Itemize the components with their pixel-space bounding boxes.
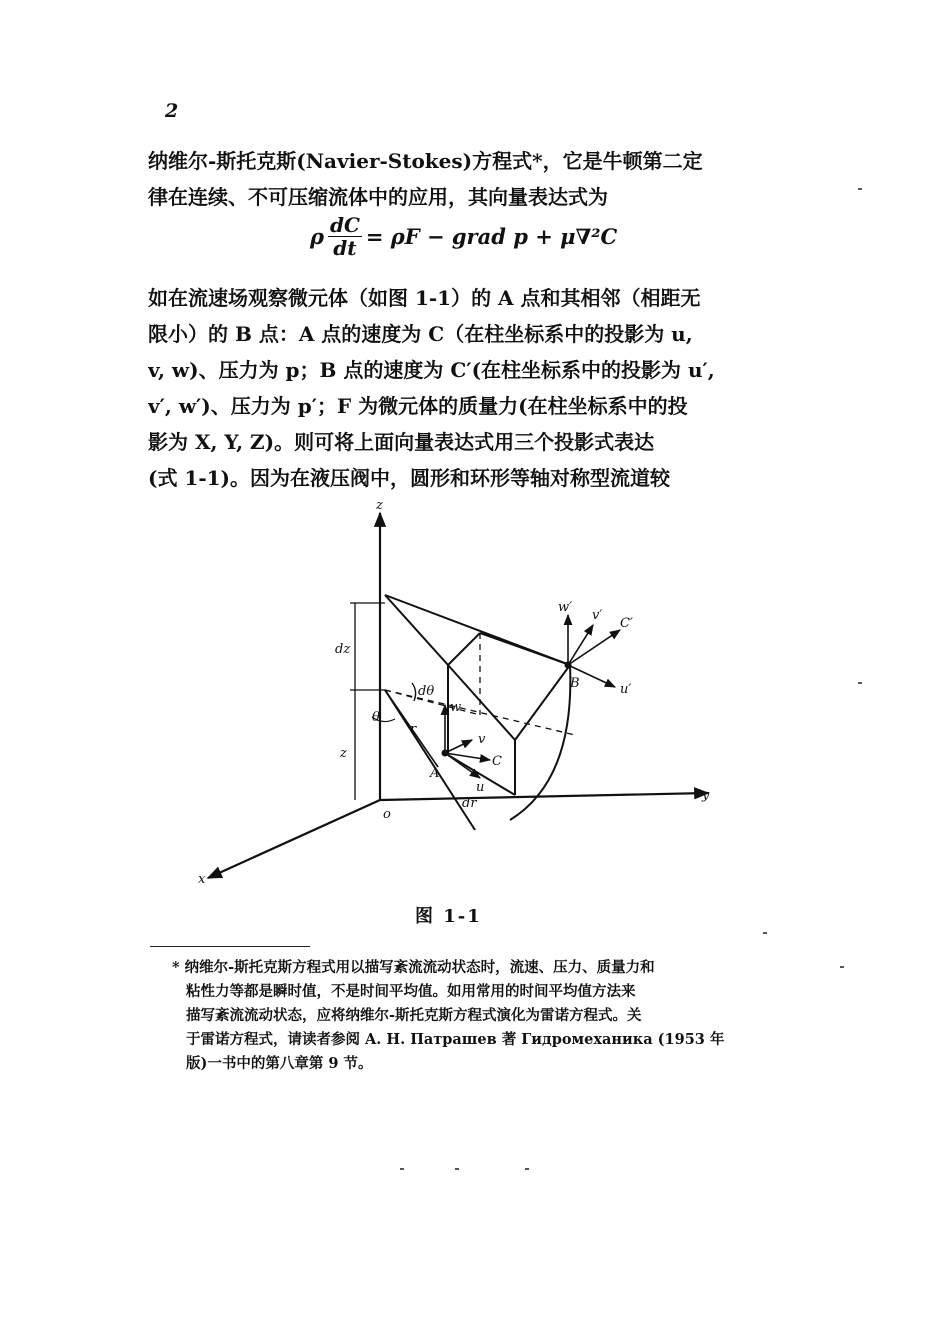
figure-caption: 图 1-1 xyxy=(415,906,482,927)
paragraph-explanation xyxy=(148,280,758,496)
text-line: 纳维尔-斯托克斯(Navier-Stokes)方程式*，它是牛顿第二定 xyxy=(148,149,703,173)
text-line: 律在连续、不可压缩流体中的应用，其向量表达式为 xyxy=(148,185,608,209)
label-point-b: B xyxy=(570,676,580,691)
front-edge-right xyxy=(515,665,570,740)
label-u: u xyxy=(476,780,485,795)
scan-speck xyxy=(840,966,844,968)
text-line: 限小）的 B 点：A 点的速度为 C（在柱坐标系中的投影为 u, xyxy=(148,322,693,346)
figure-cylindrical-element xyxy=(180,495,740,895)
paragraph-intro xyxy=(148,143,758,215)
label-dr: dr xyxy=(462,796,477,811)
vector-u xyxy=(445,753,480,778)
point-b-marker xyxy=(565,662,572,669)
scan-speck xyxy=(858,188,862,190)
label-y-axis: y xyxy=(702,788,710,803)
text-line: (式 1-1)。因为在液压阀中，圆形和环形等轴对称型流道较 xyxy=(148,466,671,490)
label-dz: dz xyxy=(335,642,351,657)
label-z-axis: z xyxy=(376,498,383,513)
inner-top-edge xyxy=(480,633,570,665)
scan-speck xyxy=(525,1168,529,1170)
footnote-line: 粘性力等都是瞬时值，不是时间平均值。如用常用的时间平均值方法来 xyxy=(186,983,636,1000)
label-x-axis: x xyxy=(198,872,206,887)
label-v: v xyxy=(478,732,486,747)
y-axis xyxy=(380,793,708,800)
scan-speck xyxy=(400,1168,404,1170)
vector-v xyxy=(445,740,472,753)
vector-v-prime xyxy=(568,625,593,665)
top-arc xyxy=(448,633,480,665)
text-line: v, w)、压力为 p；B 点的速度为 C′(在柱坐标系中的投影为 u′, xyxy=(148,358,715,382)
footnote-line: 版)一书中的第八章第 9 节。 xyxy=(186,1055,373,1072)
page-number: 2 xyxy=(165,100,179,122)
equation-denominator: dt xyxy=(333,236,357,260)
label-w: w xyxy=(450,700,462,715)
label-c-prime: C′ xyxy=(620,616,633,631)
label-w-prime: w′ xyxy=(558,600,573,615)
text-line: 如在流速场观察微元体（如图 1-1）的 A 点和其相邻（相距无 xyxy=(148,286,701,310)
dtheta-arc xyxy=(412,683,416,701)
equation-numerator: dC xyxy=(329,213,360,237)
scan-speck xyxy=(858,682,862,684)
figure-diagram xyxy=(180,495,740,895)
text-line: v′, w′)、压力为 p′；F 为微元体的质量力(在柱坐标系中的投 xyxy=(148,394,688,418)
scan-speck xyxy=(455,1168,459,1170)
text-line: 影为 X, Y, Z)。则可将上面向量表达式用三个投影式表达 xyxy=(148,430,655,454)
scan-speck xyxy=(763,932,767,934)
footnote-divider xyxy=(150,946,310,947)
label-dtheta: dθ xyxy=(418,684,435,699)
point-a-marker xyxy=(442,750,449,757)
label-r: r xyxy=(410,722,417,737)
footnote-line: * 纳维尔-斯托克斯方程式用以描写紊流流动状态时，流速、压力、质量力和 xyxy=(172,959,655,976)
equation-fraction xyxy=(328,214,362,259)
label-origin: o xyxy=(383,807,391,822)
equation-rho: ρ xyxy=(310,224,324,249)
top-edge-left xyxy=(385,595,448,665)
x-axis xyxy=(208,800,380,878)
footnote-line: 描写紊流流动状态，应将纳维尔-斯托克斯方程式演化为雷诺方程式。关 xyxy=(186,1007,642,1024)
footnote xyxy=(172,956,766,1076)
label-u-prime: u′ xyxy=(620,682,632,697)
equation-rhs: = ρF − grad p + μ∇²C xyxy=(365,224,618,249)
footnote-line: 于雷诺方程式，请读者参阅 A. H. Патрашев 著 Гидромеханика (1953 年 xyxy=(186,1031,725,1048)
label-point-a: A xyxy=(430,766,440,781)
vector-c-prime xyxy=(568,630,620,665)
label-z-height: z xyxy=(340,746,347,761)
label-theta: θ xyxy=(372,710,380,725)
label-v-prime: v′ xyxy=(592,608,603,623)
navier-stokes-equation xyxy=(310,214,617,259)
label-c: C xyxy=(492,754,502,769)
